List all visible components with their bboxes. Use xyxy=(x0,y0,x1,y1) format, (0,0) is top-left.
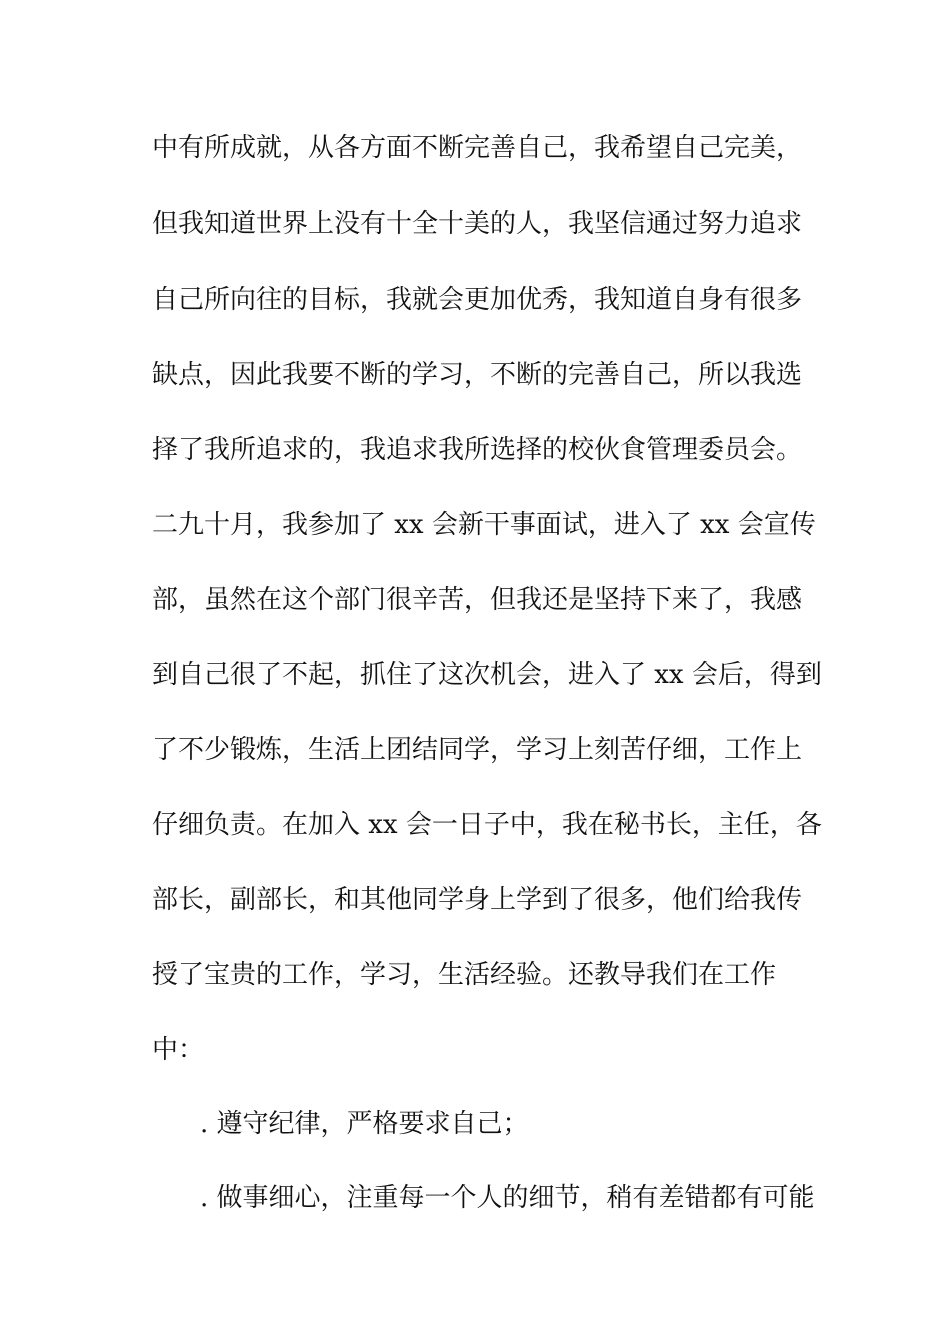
text-line-4: 缺点，因此我要不断的学习，不断的完善自己，所以我选 xyxy=(152,360,803,390)
text-line-1: 中有所成就，从各方面不断完善自己，我希望自己完美， xyxy=(152,133,803,163)
text-line-6: 二九十月，我参加了 xx 会新干事面试，进入了 xx 会宣传 xyxy=(152,510,816,540)
text-line-11: 部长，副部长，和其他同学身上学到了很多，他们给我传 xyxy=(152,885,803,915)
text-line-2: 但我知道世界上没有十全十美的人，我坚信通过努力追求 xyxy=(152,209,803,239)
list-item-2: . 做事细心，注重每一个人的细节，稍有差错都有可能 xyxy=(200,1183,815,1213)
text-line-8: 到自己很了不起，抓住了这次机会，进入了 xx 会后，得到 xyxy=(152,660,822,690)
text-line-7: 部，虽然在这个部门很辛苦，但我还是坚持下来了，我感 xyxy=(152,585,803,615)
text-line-5: 择了我所追求的，我追求我所选择的校伙食管理委员会。 xyxy=(152,435,803,465)
text-line-3: 自己所向往的目标，我就会更加优秀，我知道自身有很多 xyxy=(152,285,803,315)
list-item-1: . 遵守纪律，严格要求自己； xyxy=(200,1109,529,1139)
text-line-12: 授了宝贵的工作，学习，生活经验。还教导我们在工作 xyxy=(152,960,777,990)
text-line-9: 了不少锻炼，生活上团结同学，学习上刻苦仔细，工作上 xyxy=(152,735,803,765)
text-line-10: 仔细负责。在加入 xx 会一日子中，我在秘书长，主任，各 xyxy=(152,810,822,840)
text-line-13: 中： xyxy=(152,1035,205,1065)
